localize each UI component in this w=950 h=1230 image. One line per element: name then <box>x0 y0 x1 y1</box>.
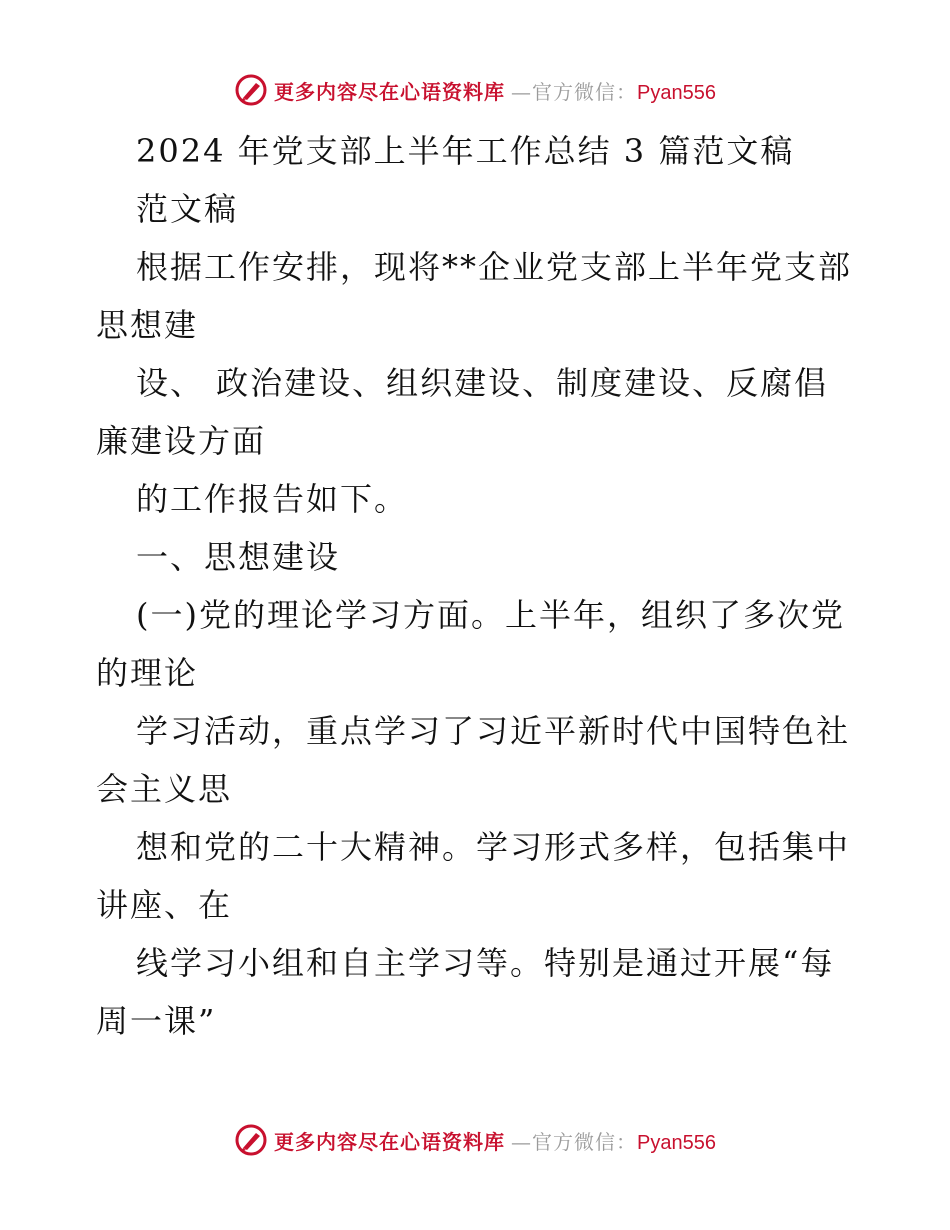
dash: — <box>511 79 533 104</box>
paragraph-line: 根据工作安排，现将**企业党支部上半年党支部 <box>136 248 853 286</box>
paragraph-line: (一)党的理论学习方面。上半年，组织了多次党 <box>136 596 845 634</box>
wechat-info <box>511 1126 716 1155</box>
paragraph-line: 设、 政治建设、组织建设、制度建设、反腐倡 <box>136 364 829 402</box>
paragraph-line: 的理论 <box>96 654 199 692</box>
paragraph-line: 想和党的二十大精神。学习形式多样，包括集中 <box>136 828 851 866</box>
paragraph-line: 线学习小组和自主学习等。特别是通过开展“每 <box>136 944 835 982</box>
wechat-id: Pyan556 <box>637 1131 716 1154</box>
doc-title: 2024 年党支部上半年工作总结 3 篇范文稿 <box>136 132 795 170</box>
header-watermark-banner <box>0 70 950 110</box>
wechat-label: 官方微信： <box>532 79 638 104</box>
paragraph-line: 讲座、在 <box>96 886 233 924</box>
promo-text: 更多内容尽在心语资料库 <box>274 79 506 104</box>
pen-logo-icon <box>234 73 268 107</box>
wechat-id: Pyan556 <box>637 81 716 104</box>
section-heading: 一、思想建设 <box>136 538 341 576</box>
wechat-info <box>511 76 716 105</box>
paragraph-line: 会主义思 <box>96 770 233 808</box>
dash: — <box>511 1129 533 1154</box>
footer-watermark-banner <box>0 1120 950 1160</box>
doc-subtitle: 范文稿 <box>136 190 239 228</box>
paragraph-line: 的工作报告如下。 <box>136 480 409 518</box>
paragraph-line: 学习活动，重点学习了习近平新时代中国特色社 <box>136 712 851 750</box>
paragraph-line: 廉建设方面 <box>96 422 267 460</box>
pen-logo-icon <box>234 1123 268 1157</box>
paragraph-line: 周一课” <box>96 1002 217 1040</box>
paragraph-line: 思想建 <box>96 306 199 344</box>
wechat-label: 官方微信： <box>532 1129 638 1154</box>
promo-text: 更多内容尽在心语资料库 <box>274 1129 506 1154</box>
document-body <box>0 122 950 1050</box>
